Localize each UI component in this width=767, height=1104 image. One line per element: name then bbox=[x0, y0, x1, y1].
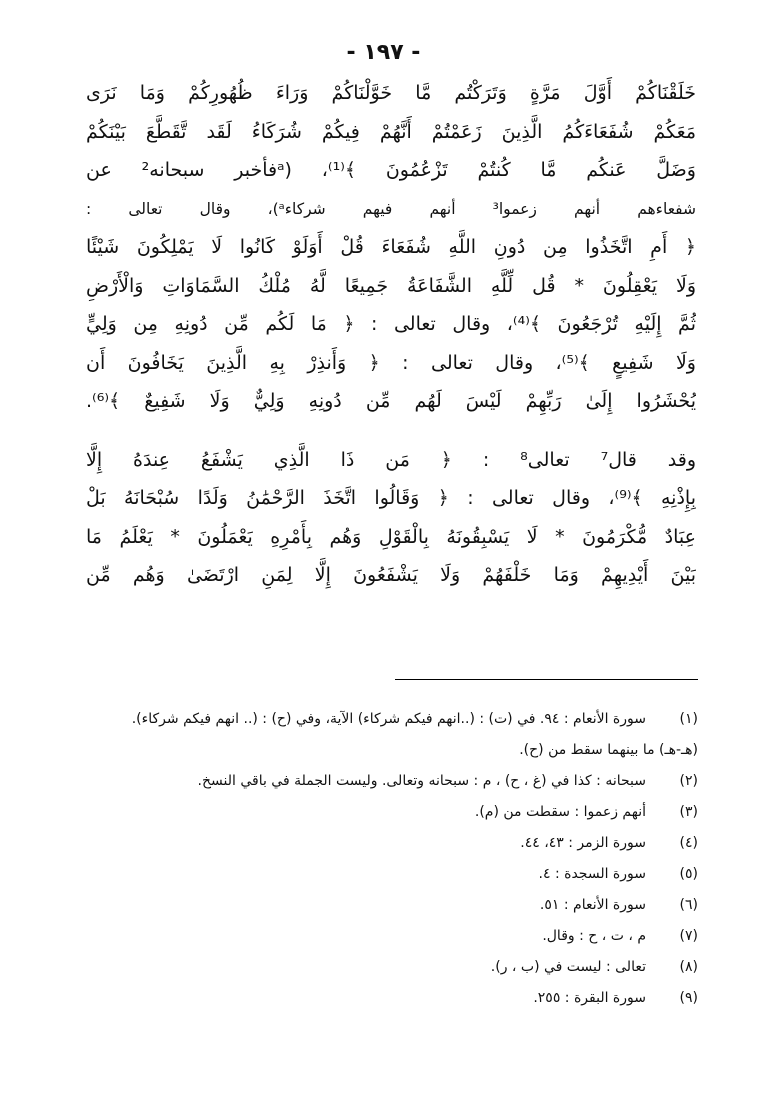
footnote bbox=[100, 983, 698, 1014]
text-line: مَعَكُمْ شُفَعَاءَكُمُ الَّذِينَ زَعَمْتُمْ أَنَّهُمْ فِيكُمْ شُرَكَاءُ لَقَد تَّقَطَّعَ بَيْنَكُمْ bbox=[86, 120, 696, 143]
footnote bbox=[100, 890, 698, 921]
footnote-text: م ، ت ، ح : وقال. bbox=[542, 928, 646, 944]
main-text bbox=[86, 74, 696, 595]
text-line: يُحْشَرُوا إِلَىٰ رَبِّهِمْ لَيْسَ لَهُم مِّن دُونِهِ وَلِيٌّ وَلَا شَفِيعٌ ﴾⁽⁶⁾. bbox=[86, 390, 696, 412]
footnote-divider bbox=[395, 679, 698, 680]
text-line: شفعاءهم أنهم زعموا³ أنهم فيهم شركاءᵃ)، وقال تعالى : bbox=[86, 199, 696, 218]
footnote bbox=[100, 828, 698, 859]
text-line: ثُمَّ إِلَيْهِ تُرْجَعُونَ ﴾⁽⁴⁾، وقال تعالى : ﴿ مَا لَكُم مِّن دُونِهِ مِن وَلِيٍّ bbox=[86, 313, 696, 335]
footnote-text: سورة الأنعام : ٩٤. في (ت) : (..انهم فيكم شركاء) الآية، وفي (ح) : (.. انهم فيكم شركاء). bbox=[131, 711, 646, 727]
text-line: ﴿ أَمِ اتَّخَذُوا مِن دُونِ اللَّهِ شُفَعَاءَ قُلْ أَوَلَوْ كَانُوا لَا يَمْلِكُونَ شَيْئًا bbox=[86, 236, 696, 258]
text-line: بِإِذْنِهِ ﴾⁽⁹⁾، وقال تعالى : ﴿ وَقَالُوا اتَّخَذَ الرَّحْمَٰنُ وَلَدًا سُبْحَانَهُ بَلْ bbox=[86, 487, 696, 509]
footnote bbox=[100, 921, 698, 952]
text-line: وَضَلَّ عَنكُم مَّا كُنتُمْ تَزْعُمُونَ ﴾⁽¹⁾، (ᵃفأخبر سبحانه² عن bbox=[86, 159, 696, 181]
footnote-number: (٣) bbox=[679, 804, 698, 820]
text-line: وقد قال⁷ تعالى⁸ : ﴿ مَن ذَا الَّذِي يَشْفَعُ عِندَهُ إِلَّا bbox=[86, 448, 696, 471]
text-line: وَلَا يَعْقِلُونَ * قُل لِّلَّهِ الشَّفَاعَةُ جَمِيعًا لَّهُ مُلْكُ السَّمَاوَاتِ وَالْأَرْضِ bbox=[86, 274, 696, 297]
footnote-text: تعالى : ليست في (ب ، ر). bbox=[490, 959, 646, 975]
footnote-number: (١) bbox=[679, 711, 698, 727]
text-line: عِبَادٌ مُّكْرَمُونَ * لَا يَسْبِقُونَهُ بِالْقَوْلِ وَهُم بِأَمْرِهِ يَعْمَلُونَ * يَعْلَمُ مَا bbox=[86, 525, 696, 548]
footnote-text: (هـ-هـ) ما بينهما سقط من (ح). bbox=[519, 742, 698, 758]
footnote-number: (٩) bbox=[679, 990, 698, 1006]
footnote bbox=[100, 797, 698, 828]
footnote-number: (٧) bbox=[679, 928, 698, 944]
text-line: وَلَا شَفِيعٍ ﴾⁽⁵⁾، وقال تعالى : ﴿ وَأَنذِرْ بِهِ الَّذِينَ يَخَافُونَ أَن bbox=[86, 351, 696, 374]
footnote bbox=[100, 952, 698, 983]
footnote-number: (٢) bbox=[679, 773, 698, 789]
footnote bbox=[100, 704, 698, 735]
footnote bbox=[100, 766, 698, 797]
footnote-number: (٨) bbox=[679, 959, 698, 975]
footnote-text: سورة الزمر : ٤٣، ٤٤. bbox=[520, 835, 646, 851]
page-number: - ١٩٧ - bbox=[346, 40, 421, 65]
footnote-number: (٥) bbox=[679, 866, 698, 882]
footnote-text: سورة السجدة : ٤. bbox=[538, 866, 646, 882]
footnote-text: سبحانه : كذا في (غ ، ح) ، م : سبحانه وتعالى. وليست الجملة في باقي النسخ. bbox=[197, 773, 646, 789]
footnote bbox=[100, 859, 698, 890]
footnote-number: (٦) bbox=[679, 897, 698, 913]
footnotes bbox=[100, 704, 698, 1014]
footnote-text: سورة البقرة : ٢٥٥. bbox=[533, 990, 646, 1006]
footnote-text: سورة الأنعام : ٥١. bbox=[539, 897, 646, 913]
footnote bbox=[100, 735, 698, 766]
text-line: خَلَقْنَاكُمْ أَوَّلَ مَرَّةٍ وَتَرَكْتُم مَّا خَوَّلْنَاكُمْ وَرَاءَ ظُهُورِكُمْ وَمَا نَرَى bbox=[86, 82, 696, 104]
footnote-number: (٤) bbox=[679, 835, 698, 851]
footnote-text: أنهم زعموا : سقطت من (م). bbox=[474, 804, 646, 820]
text-line: بَيْنَ أَيْدِيهِمْ وَمَا خَلْفَهُمْ وَلَا يَشْفَعُونَ إِلَّا لِمَنِ ارْتَضَىٰ وَهُم مِّن bbox=[86, 564, 696, 586]
